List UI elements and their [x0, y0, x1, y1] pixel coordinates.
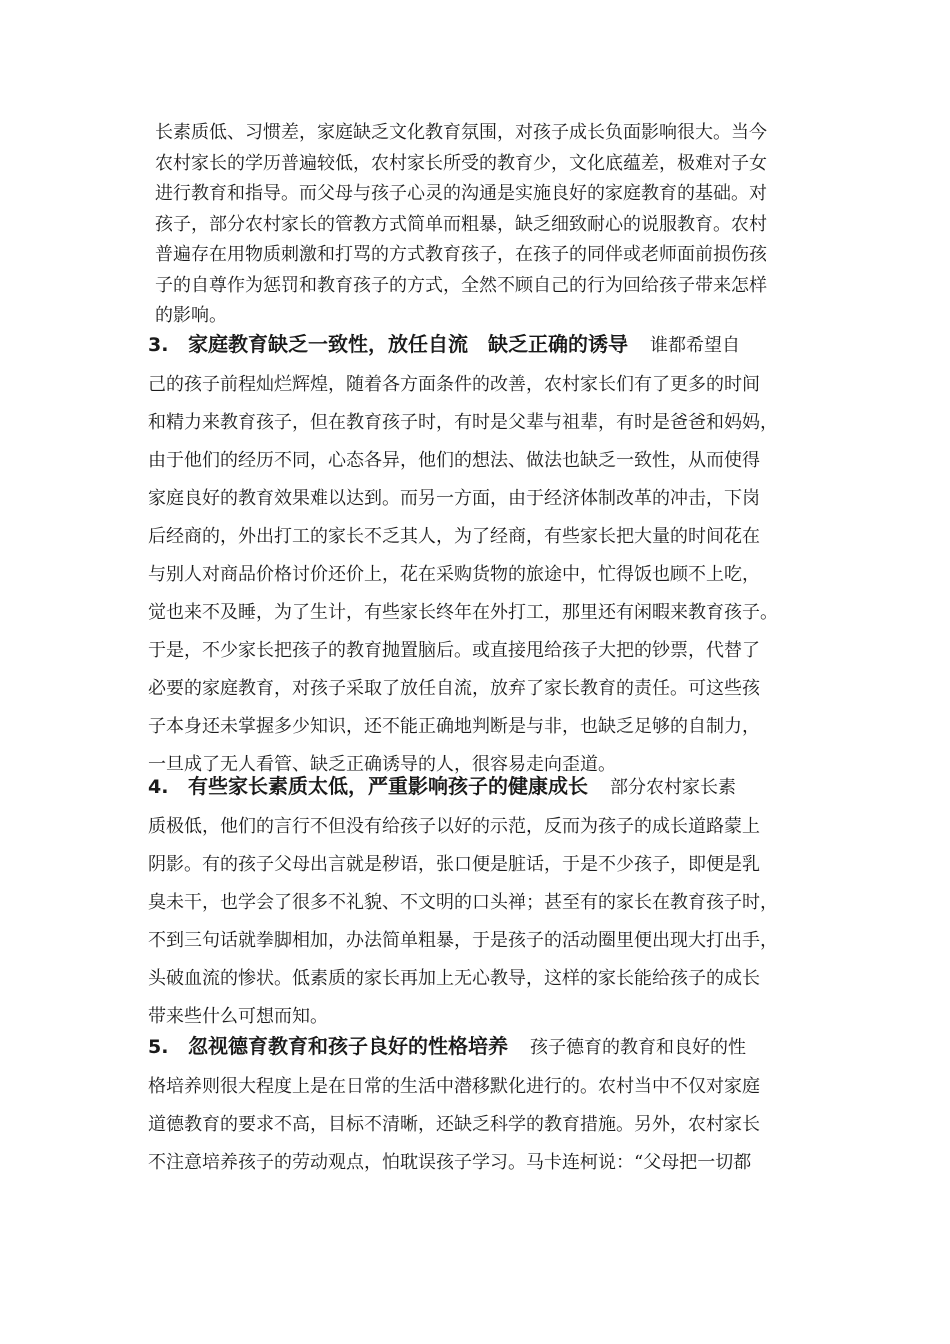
text-line: 头破血流的惨状。低素质的家长再加上无心教导，这样的家长能给孩子的成长	[148, 968, 760, 989]
text-line: 带来些什么可想而知。	[148, 1006, 328, 1027]
text-line: 不到三句话就拳脚相加，办法简单粗暴，于是孩子的活动圈里便出现大打出手，	[148, 930, 778, 951]
text-line: 臭未干，也学会了很多不礼貌、不文明的口头禅；甚至有的家长在教育孩子时，	[148, 892, 778, 913]
text-line: 谁都希望自	[650, 335, 740, 356]
text-line: 阴影。有的孩子父母出言就是秽语，张口便是脏话，于是不少孩子，即便是乳	[148, 854, 760, 875]
section-heading-line	[148, 1024, 818, 1068]
text-line: 由于他们的经历不同，心态各异，他们的想法、做法也缺乏一致性，从而使得	[148, 450, 760, 471]
section-heading-line	[148, 322, 818, 366]
text-line: 长素质低、习惯差，家庭缺乏文化教育氛围，对孩子成长负面影响很大。当今	[155, 122, 767, 143]
section-heading: 忽视德育教育和孩子良好的性格培养	[188, 1034, 508, 1058]
text-line: 部分农村家长素	[610, 777, 736, 798]
text-line: 己的孩子前程灿烂辉煌，随着各方面条件的改善，农村家长们有了更多的时间	[148, 374, 760, 395]
text-line: 农村家长的学历普遍较低，农村家长所受的教育少，文化底蕴差，极难对子女	[155, 152, 767, 174]
text-line: 不注意培养孩子的劳动观点，怕耽误孩子学习。马卡连柯说：“父母把一切都	[148, 1152, 752, 1173]
section-3	[148, 322, 818, 784]
text-line: 子本身还未掌握多少知识，还不能正确地判断是与非，也缺乏足够的自制力，	[148, 716, 760, 737]
text-line: 孩子，部分农村家长的管教方式简单而粗暴，缺乏细致耐心的说服教育。农村	[155, 213, 767, 235]
text-line: 必要的家庭教育，对孩子采取了放任自流，放弃了家长教育的责任。可这些孩	[148, 678, 760, 699]
text-line: 格培养则很大程度上是在日常的生活中潜移默化进行的。农村当中不仅对家庭	[148, 1076, 760, 1097]
text-line: 家庭良好的教育效果难以达到。而另一方面，由于经济体制改革的冲击，下岗	[148, 488, 760, 509]
text-line: 道德教育的要求不高，目标不清晰，还缺乏科学的教育措施。另外，农村家长	[148, 1114, 760, 1135]
text-line: 普遍存在用物质刺激和打骂的方式教育孩子，在孩子的同伴或老师面前损伤孩	[155, 244, 767, 265]
section-heading: 有些家长素质太低，严重影响孩子的健康成长	[188, 774, 588, 798]
text-line: 于是，不少家长把孩子的教育抛置脑后。或直接甩给孩子大把的钞票，代替了	[148, 640, 760, 661]
section-number: 5.	[148, 1036, 169, 1058]
text-line: 与别人对商品价格讨价还价上，花在采购货物的旅途中，忙得饭也顾不上吃，	[148, 564, 760, 585]
text-line: 后经商的，外出打工的家长不乏其人，为了经商，有些家长把大量的时间花在	[148, 526, 760, 547]
section-number: 4.	[148, 776, 169, 798]
text-line: 和精力来教育孩子，但在教育孩子时，有时是父辈与祖辈，有时是爸爸和妈妈，	[148, 412, 778, 433]
section-4	[148, 764, 818, 1036]
section-number: 3.	[148, 334, 169, 356]
intro-paragraph	[155, 118, 815, 332]
text-line: 的影响。	[155, 305, 227, 326]
section-heading-line	[148, 764, 818, 808]
section-5	[148, 1024, 818, 1182]
text-line: 觉也来不及睡，为了生计，有些家长终年在外打工，那里还有闲暇来教育孩子。	[148, 602, 778, 623]
section-heading: 家庭教育缺乏一致性，放任自流 缺乏正确的诱导	[188, 332, 628, 356]
text-line: 质极低，他们的言行不但没有给孩子以好的示范，反而为孩子的成长道路蒙上	[148, 816, 760, 837]
text-line: 子的自尊作为惩罚和教育孩子的方式，全然不顾自己的行为回给孩子带来怎样	[155, 274, 767, 296]
text-line: 进行教育和指导。而父母与孩子心灵的沟通是实施良好的家庭教育的基础。对	[155, 183, 767, 204]
text-line: 一旦成了无人看管、缺乏正确诱导的人，很容易走向歪道。	[148, 754, 616, 775]
text-line: 孩子德育的教育和良好的性	[530, 1037, 746, 1058]
